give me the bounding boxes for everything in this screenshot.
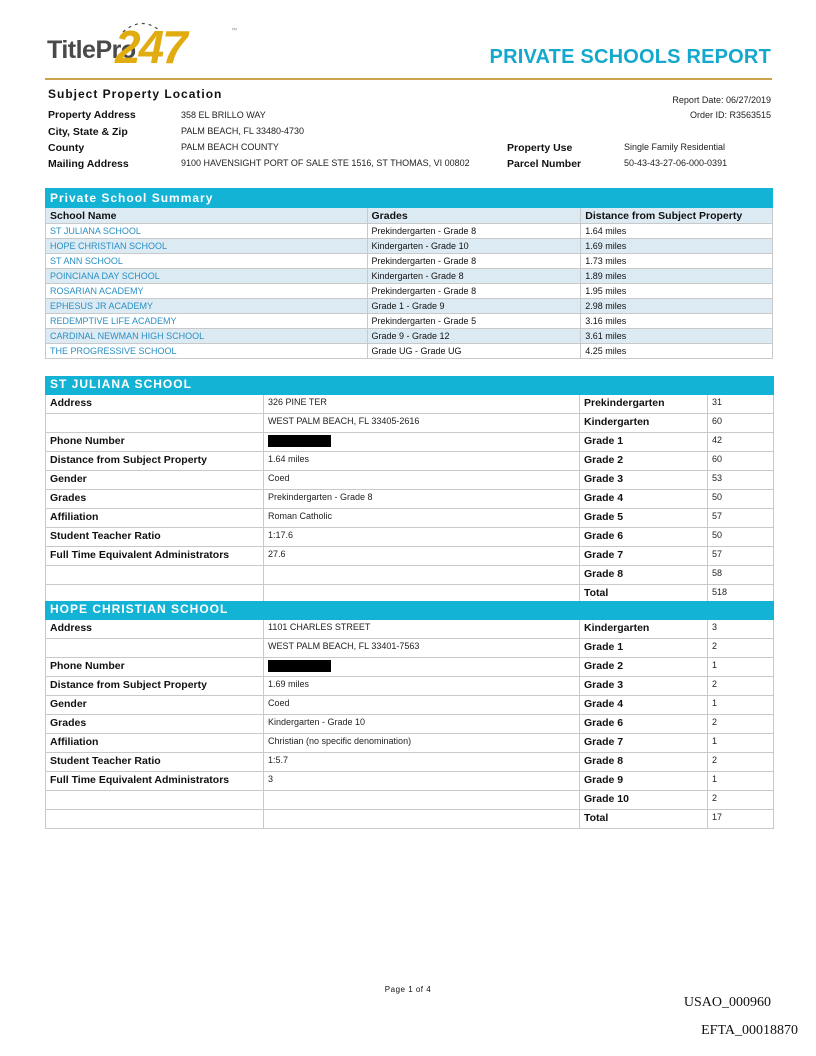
school-grades: Grade UG - Grade UG	[367, 344, 581, 359]
enrollment-grade-label: Total	[580, 585, 708, 604]
school-distance: 3.16 miles	[581, 314, 773, 329]
school-grades: Prekindergarten - Grade 8	[367, 284, 581, 299]
table-row	[46, 284, 773, 299]
detail-value: WEST PALM BEACH, FL 33401-7563	[264, 639, 580, 658]
detail-label: Affiliation	[46, 734, 264, 753]
detail-row	[46, 639, 774, 658]
table-row	[46, 299, 773, 314]
property-use-label: Property Use	[507, 142, 573, 154]
detail-row	[46, 471, 774, 490]
detail-row	[46, 658, 774, 677]
detail-value: 1:5.7	[264, 753, 580, 772]
school-distance: 1.64 miles	[581, 224, 773, 239]
efta-number: EFTA_00018870	[701, 1023, 798, 1038]
detail-value: 1.69 miles	[264, 677, 580, 696]
enrollment-grade-label: Grade 1	[580, 433, 708, 452]
school-distance: 1.73 miles	[581, 254, 773, 269]
column-header-grades: Grades	[367, 208, 581, 224]
property-address-label: Property Address	[48, 109, 136, 121]
school-link[interactable]: ST ANN SCHOOL	[46, 254, 368, 269]
enrollment-grade-label: Grade 9	[580, 772, 708, 791]
detail-row	[46, 509, 774, 528]
detail-label: Full Time Equivalent Administrators	[46, 547, 264, 566]
detail-row	[46, 620, 774, 639]
property-address-value: 358 EL BRILLO WAY	[181, 110, 266, 120]
enrollment-grade-label: Kindergarten	[580, 414, 708, 433]
mailing-address-value: 9100 HAVENSIGHT PORT OF SALE STE 1516, ST THOMAS, VI 00802	[181, 158, 470, 168]
detail-value: 1.64 miles	[264, 452, 580, 471]
detail-value: Prekindergarten - Grade 8	[264, 490, 580, 509]
detail-value: 3	[264, 772, 580, 791]
table-row	[46, 224, 773, 239]
subject-section-title: Subject Property Location	[48, 87, 223, 101]
order-id: Order ID: R3563515	[689, 110, 771, 120]
enrollment-grade-label: Kindergarten	[580, 620, 708, 639]
column-header-school-name: School Name	[46, 208, 368, 224]
school-distance: 2.98 miles	[581, 299, 773, 314]
logo-number: 247	[115, 21, 186, 73]
enrollment-count: 31	[708, 395, 774, 414]
table-row	[46, 344, 773, 359]
school-link[interactable]: EPHESUS JR ACADEMY	[46, 299, 368, 314]
detail-row	[46, 753, 774, 772]
enrollment-count: 17	[708, 810, 774, 829]
detail-label: Gender	[46, 471, 264, 490]
school-detail-st-juliana	[45, 376, 774, 604]
redaction-box	[268, 435, 331, 447]
report-title: PRIVATE SCHOOLS REPORT	[489, 46, 771, 68]
detail-label: Gender	[46, 696, 264, 715]
school-link[interactable]: HOPE CHRISTIAN SCHOOL	[46, 239, 368, 254]
detail-label	[46, 414, 264, 433]
detail-value	[264, 810, 580, 829]
school-grades: Grade 1 - Grade 9	[367, 299, 581, 314]
table-row	[46, 269, 773, 284]
detail-label: Phone Number	[46, 658, 264, 677]
enrollment-count: 50	[708, 490, 774, 509]
table-row	[46, 329, 773, 344]
school-grades: Prekindergarten - Grade 8	[367, 224, 581, 239]
school-grades: Kindergarten - Grade 10	[367, 239, 581, 254]
school-link[interactable]: REDEMPTIVE LIFE ACADEMY	[46, 314, 368, 329]
school-distance: 1.89 miles	[581, 269, 773, 284]
detail-row	[46, 452, 774, 471]
detail-label: Grades	[46, 490, 264, 509]
enrollment-count: 1	[708, 734, 774, 753]
enrollment-count: 1	[708, 696, 774, 715]
redaction-box	[268, 660, 331, 672]
enrollment-count: 50	[708, 528, 774, 547]
detail-value: Kindergarten - Grade 10	[264, 715, 580, 734]
header-divider	[45, 78, 772, 80]
detail-label	[46, 566, 264, 585]
enrollment-count: 42	[708, 433, 774, 452]
detail-value: Coed	[264, 696, 580, 715]
enrollment-count: 518	[708, 585, 774, 604]
city-state-zip-label: City, State & Zip	[48, 126, 128, 138]
enrollment-count: 60	[708, 452, 774, 471]
detail-row	[46, 772, 774, 791]
detail-row	[46, 433, 774, 452]
column-header-distance: Distance from Subject Property	[581, 208, 773, 224]
school-distance: 1.69 miles	[581, 239, 773, 254]
detail-label: Address	[46, 620, 264, 639]
detail-value	[264, 791, 580, 810]
private-school-summary-table	[45, 188, 773, 359]
school-detail-title: HOPE CHRISTIAN SCHOOL	[46, 602, 774, 620]
enrollment-count: 3	[708, 620, 774, 639]
logo-trademark: ™	[231, 28, 237, 34]
school-grades: Kindergarten - Grade 8	[367, 269, 581, 284]
detail-value: 1101 CHARLES STREET	[264, 620, 580, 639]
mailing-address-label: Mailing Address	[48, 158, 129, 170]
page-number: Page 1 of 4	[384, 985, 432, 994]
enrollment-grade-label: Grade 7	[580, 734, 708, 753]
table-row	[46, 314, 773, 329]
enrollment-grade-label: Grade 6	[580, 715, 708, 734]
enrollment-grade-label: Grade 3	[580, 677, 708, 696]
detail-label: Student Teacher Ratio	[46, 753, 264, 772]
detail-label	[46, 810, 264, 829]
enrollment-count: 57	[708, 509, 774, 528]
property-use-value: Single Family Residential	[624, 142, 726, 152]
enrollment-count: 53	[708, 471, 774, 490]
detail-label: Phone Number	[46, 433, 264, 452]
detail-label: Grades	[46, 715, 264, 734]
detail-label: Affiliation	[46, 509, 264, 528]
summary-title: Private School Summary	[46, 189, 773, 208]
table-row	[46, 239, 773, 254]
report-date: Report Date: 06/27/2019	[672, 95, 771, 105]
detail-row	[46, 791, 774, 810]
school-link[interactable]: ST JULIANA SCHOOL	[46, 224, 368, 239]
city-state-zip-value: PALM BEACH, FL 33480-4730	[181, 126, 305, 136]
detail-row	[46, 696, 774, 715]
enrollment-grade-label: Grade 2	[580, 452, 708, 471]
detail-row	[46, 566, 774, 585]
enrollment-grade-label: Prekindergarten	[580, 395, 708, 414]
logo-text: TitlePro	[47, 36, 136, 64]
enrollment-grade-label: Grade 5	[580, 509, 708, 528]
detail-value: 27.6	[264, 547, 580, 566]
detail-label: Address	[46, 395, 264, 414]
detail-row	[46, 715, 774, 734]
school-link[interactable]: CARDINAL NEWMAN HIGH SCHOOL	[46, 329, 368, 344]
enrollment-grade-label: Grade 7	[580, 547, 708, 566]
enrollment-count: 1	[708, 772, 774, 791]
enrollment-count: 2	[708, 753, 774, 772]
detail-row	[46, 414, 774, 433]
detail-row	[46, 810, 774, 829]
enrollment-grade-label: Grade 3	[580, 471, 708, 490]
detail-value: 326 PINE TER	[264, 395, 580, 414]
detail-label	[46, 639, 264, 658]
detail-row	[46, 734, 774, 753]
school-grades: Prekindergarten - Grade 5	[367, 314, 581, 329]
enrollment-grade-label: Grade 4	[580, 696, 708, 715]
county-label: County	[48, 142, 85, 154]
school-distance: 4.25 miles	[581, 344, 773, 359]
detail-value: Christian (no specific denomination)	[264, 734, 580, 753]
table-row	[46, 254, 773, 269]
detail-value: 1:17.6	[264, 528, 580, 547]
detail-label: Student Teacher Ratio	[46, 528, 264, 547]
enrollment-grade-label: Grade 8	[580, 566, 708, 585]
school-distance: 3.61 miles	[581, 329, 773, 344]
school-grades: Grade 9 - Grade 12	[367, 329, 581, 344]
enrollment-grade-label: Grade 6	[580, 528, 708, 547]
detail-row	[46, 528, 774, 547]
school-distance: 1.95 miles	[581, 284, 773, 299]
detail-value	[264, 433, 580, 452]
enrollment-count: 1	[708, 658, 774, 677]
enrollment-grade-label: Total	[580, 810, 708, 829]
parcel-number-value: 50-43-43-27-06-000-0391	[624, 158, 728, 168]
enrollment-count: 57	[708, 547, 774, 566]
school-link[interactable]: POINCIANA DAY SCHOOL	[46, 269, 368, 284]
detail-row	[46, 547, 774, 566]
enrollment-grade-label: Grade 1	[580, 639, 708, 658]
detail-label	[46, 791, 264, 810]
enrollment-grade-label: Grade 8	[580, 753, 708, 772]
parcel-number-label: Parcel Number	[507, 158, 582, 170]
detail-value: Roman Catholic	[264, 509, 580, 528]
enrollment-count: 2	[708, 677, 774, 696]
enrollment-count: 2	[708, 715, 774, 734]
detail-value	[264, 658, 580, 677]
school-link[interactable]: ROSARIAN ACADEMY	[46, 284, 368, 299]
detail-label: Full Time Equivalent Administrators	[46, 772, 264, 791]
school-detail-title: ST JULIANA SCHOOL	[46, 377, 774, 395]
detail-row	[46, 677, 774, 696]
detail-value	[264, 566, 580, 585]
school-link[interactable]: THE PROGRESSIVE SCHOOL	[46, 344, 368, 359]
county-value: PALM BEACH COUNTY	[181, 142, 279, 152]
detail-row	[46, 490, 774, 509]
detail-value: Coed	[264, 471, 580, 490]
bates-number: USAO_000960	[683, 995, 771, 1010]
enrollment-count: 2	[708, 639, 774, 658]
enrollment-grade-label: Grade 4	[580, 490, 708, 509]
detail-row	[46, 395, 774, 414]
school-grades: Prekindergarten - Grade 8	[367, 254, 581, 269]
school-detail-hope-christian	[45, 601, 774, 829]
detail-value: WEST PALM BEACH, FL 33405-2616	[264, 414, 580, 433]
detail-label: Distance from Subject Property	[46, 452, 264, 471]
enrollment-count: 2	[708, 791, 774, 810]
detail-label: Distance from Subject Property	[46, 677, 264, 696]
enrollment-count: 58	[708, 566, 774, 585]
enrollment-grade-label: Grade 2	[580, 658, 708, 677]
enrollment-grade-label: Grade 10	[580, 791, 708, 810]
titlepro-logo	[47, 21, 247, 74]
enrollment-count: 60	[708, 414, 774, 433]
